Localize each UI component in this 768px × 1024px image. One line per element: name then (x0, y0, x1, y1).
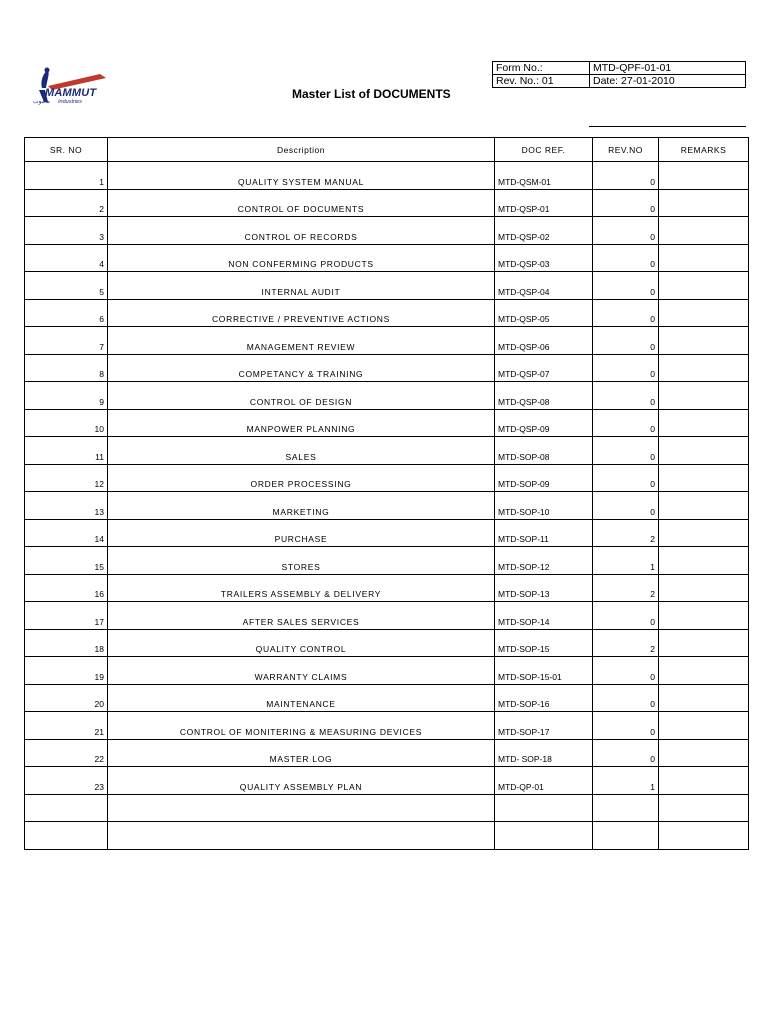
cell-doc-ref: MTD-QSM-01 (495, 162, 593, 190)
cell-rev-no: 1 (593, 547, 659, 575)
cell-sr-no: 22 (25, 739, 108, 767)
cell-rev-no: 0 (593, 217, 659, 245)
cell-sr-no: 21 (25, 712, 108, 740)
table-row (25, 189, 749, 217)
cell-remarks (659, 574, 749, 602)
cell-description: MASTER LOG (108, 739, 495, 767)
cell-remarks (659, 382, 749, 410)
cell-doc-ref: MTD-SOP-16 (495, 684, 593, 712)
table-row (25, 437, 749, 465)
cell-sr-no: 11 (25, 437, 108, 465)
cell-sr-no: 13 (25, 492, 108, 520)
cell-doc-ref: MTD-QSP-03 (495, 244, 593, 272)
cell-remarks (659, 767, 749, 795)
cell-description: ORDER PROCESSING (108, 464, 495, 492)
cell-rev-no: 0 (593, 464, 659, 492)
cell-description: TRAILERS ASSEMBLY & DELIVERY (108, 574, 495, 602)
cell-rev-no: 2 (593, 629, 659, 657)
cell-remarks (659, 602, 749, 630)
table-row (25, 767, 749, 795)
table-row (25, 244, 749, 272)
cell-remarks (659, 684, 749, 712)
table-row (25, 574, 749, 602)
cell-remarks (659, 657, 749, 685)
signature-line (589, 126, 746, 127)
cell-sr-no: 23 (25, 767, 108, 795)
cell-sr-no: 8 (25, 354, 108, 382)
form-info-box (492, 61, 746, 88)
cell-description: CONTROL OF DOCUMENTS (108, 189, 495, 217)
cell-doc-ref: MTD-SOP-08 (495, 437, 593, 465)
cell-remarks (659, 217, 749, 245)
table-row (25, 519, 749, 547)
date-label: Date: 27-01-2010 (590, 75, 746, 88)
cell-doc-ref: MTD-SOP-12 (495, 547, 593, 575)
cell-description: MARKETING (108, 492, 495, 520)
cell-remarks (659, 464, 749, 492)
cell-rev-no: 0 (593, 684, 659, 712)
cell-doc-ref: MTD-QSP-09 (495, 409, 593, 437)
cell-rev-no: 0 (593, 299, 659, 327)
cell-remarks (659, 547, 749, 575)
cell-sr-no: 4 (25, 244, 108, 272)
cell-description: PURCHASE (108, 519, 495, 547)
cell-rev-no: 0 (593, 739, 659, 767)
cell-sr-no: 16 (25, 574, 108, 602)
table-body (25, 162, 749, 850)
cell-description: MANAGEMENT REVIEW (108, 327, 495, 355)
cell-doc-ref: MTD-QSP-05 (495, 299, 593, 327)
cell-remarks (659, 822, 749, 850)
cell-rev-no: 0 (593, 602, 659, 630)
cell-doc-ref: MTD-QP-01 (495, 767, 593, 795)
table-row (25, 602, 749, 630)
documents-table (24, 137, 749, 850)
cell-description: QUALITY ASSEMBLY PLAN (108, 767, 495, 795)
table-row (25, 464, 749, 492)
cell-doc-ref: MTD-SOP-14 (495, 602, 593, 630)
cell-remarks (659, 327, 749, 355)
cell-doc-ref: MTD-SOP-13 (495, 574, 593, 602)
table-row (25, 299, 749, 327)
cell-rev-no: 0 (593, 354, 659, 382)
cell-doc-ref: MTD-QSP-06 (495, 327, 593, 355)
cell-sr-no: 12 (25, 464, 108, 492)
cell-remarks (659, 162, 749, 190)
cell-remarks (659, 437, 749, 465)
cell-description (108, 794, 495, 822)
table-row (25, 794, 749, 822)
cell-sr-no: 10 (25, 409, 108, 437)
table-row (25, 492, 749, 520)
cell-sr-no: 1 (25, 162, 108, 190)
cell-sr-no: 9 (25, 382, 108, 410)
cell-rev-no: 0 (593, 162, 659, 190)
cell-description: AFTER SALES SERVICES (108, 602, 495, 630)
cell-doc-ref: MTD-QSP-01 (495, 189, 593, 217)
cell-sr-no: 3 (25, 217, 108, 245)
table-row (25, 217, 749, 245)
cell-rev-no: 0 (593, 327, 659, 355)
cell-description: INTERNAL AUDIT (108, 272, 495, 300)
table-row (25, 547, 749, 575)
cell-description: QUALITY SYSTEM MANUAL (108, 162, 495, 190)
cell-doc-ref: MTD-QSP-04 (495, 272, 593, 300)
col-header-description: Description (108, 138, 495, 162)
cell-description: WARRANTY CLAIMS (108, 657, 495, 685)
cell-sr-no: 7 (25, 327, 108, 355)
cell-remarks (659, 794, 749, 822)
cell-description: SALES (108, 437, 495, 465)
cell-sr-no (25, 822, 108, 850)
cell-remarks (659, 712, 749, 740)
cell-sr-no: 6 (25, 299, 108, 327)
table-header-row (25, 138, 749, 162)
cell-rev-no: 2 (593, 574, 659, 602)
cell-rev-no (593, 794, 659, 822)
cell-remarks (659, 409, 749, 437)
page-title: Master List of DOCUMENTS (292, 87, 451, 101)
cell-doc-ref: MTD-SOP-11 (495, 519, 593, 547)
table-row (25, 354, 749, 382)
cell-description (108, 822, 495, 850)
table-row (25, 629, 749, 657)
cell-description: STORES (108, 547, 495, 575)
cell-description: NON CONFERMING PRODUCTS (108, 244, 495, 272)
form-no-value: MTD-QPF-01-01 (590, 62, 746, 75)
cell-sr-no: 15 (25, 547, 108, 575)
cell-description: CONTROL OF MONITERING & MEASURING DEVICES (108, 712, 495, 740)
col-header-remarks: REMARKS (659, 138, 749, 162)
cell-doc-ref (495, 822, 593, 850)
cell-sr-no: 2 (25, 189, 108, 217)
rev-no-label: Rev. No.: 01 (493, 75, 590, 88)
cell-remarks (659, 629, 749, 657)
cell-sr-no: 20 (25, 684, 108, 712)
table-row (25, 822, 749, 850)
cell-description: MAINTENANCE (108, 684, 495, 712)
cell-doc-ref (495, 794, 593, 822)
form-no-row (493, 62, 746, 75)
cell-rev-no: 0 (593, 189, 659, 217)
cell-rev-no: 0 (593, 382, 659, 410)
cell-sr-no: 5 (25, 272, 108, 300)
cell-rev-no: 0 (593, 409, 659, 437)
cell-description: COMPETANCY & TRAINING (108, 354, 495, 382)
cell-remarks (659, 739, 749, 767)
cell-doc-ref: MTD-SOP-15-01 (495, 657, 593, 685)
table-row (25, 382, 749, 410)
col-header-doc-ref: DOC REF. (495, 138, 593, 162)
table-row (25, 739, 749, 767)
table-row (25, 409, 749, 437)
cell-doc-ref: MTD-QSP-08 (495, 382, 593, 410)
cell-rev-no: 0 (593, 657, 659, 685)
table-row (25, 162, 749, 190)
cell-description: CORRECTIVE / PREVENTIVE ACTIONS (108, 299, 495, 327)
logo-sub: Industries (58, 99, 82, 105)
table-row (25, 327, 749, 355)
cell-remarks (659, 272, 749, 300)
cell-sr-no: 18 (25, 629, 108, 657)
cell-rev-no: 0 (593, 492, 659, 520)
cell-doc-ref: MTD-SOP-15 (495, 629, 593, 657)
cell-rev-no: 0 (593, 437, 659, 465)
col-header-rev-no: REV.NO (593, 138, 659, 162)
cell-sr-no: 14 (25, 519, 108, 547)
cell-rev-no: 0 (593, 272, 659, 300)
cell-rev-no: 1 (593, 767, 659, 795)
cell-remarks (659, 492, 749, 520)
cell-doc-ref: MTD-SOP-10 (495, 492, 593, 520)
table-row (25, 684, 749, 712)
logo-arabic: ماموت (33, 99, 51, 105)
table-row (25, 272, 749, 300)
table-row (25, 712, 749, 740)
cell-remarks (659, 189, 749, 217)
cell-description: CONTROL OF DESIGN (108, 382, 495, 410)
logo-brand: MAMMUT (45, 87, 97, 99)
cell-remarks (659, 519, 749, 547)
cell-rev-no: 0 (593, 244, 659, 272)
cell-remarks (659, 299, 749, 327)
form-no-label: Form No.: (493, 62, 590, 75)
col-header-sr-no: SR. NO (25, 138, 108, 162)
cell-description: CONTROL OF RECORDS (108, 217, 495, 245)
cell-doc-ref: MTD- SOP-18 (495, 739, 593, 767)
cell-rev-no (593, 822, 659, 850)
cell-sr-no: 19 (25, 657, 108, 685)
cell-rev-no: 0 (593, 712, 659, 740)
cell-sr-no (25, 794, 108, 822)
cell-remarks (659, 354, 749, 382)
cell-doc-ref: MTD-QSP-02 (495, 217, 593, 245)
cell-description: MANPOWER PLANNING (108, 409, 495, 437)
cell-doc-ref: MTD-SOP-17 (495, 712, 593, 740)
cell-rev-no: 2 (593, 519, 659, 547)
rev-date-row (493, 75, 746, 88)
table-row (25, 657, 749, 685)
cell-doc-ref: MTD-QSP-07 (495, 354, 593, 382)
cell-sr-no: 17 (25, 602, 108, 630)
cell-doc-ref: MTD-SOP-09 (495, 464, 593, 492)
cell-description: QUALITY CONTROL (108, 629, 495, 657)
cell-remarks (659, 244, 749, 272)
